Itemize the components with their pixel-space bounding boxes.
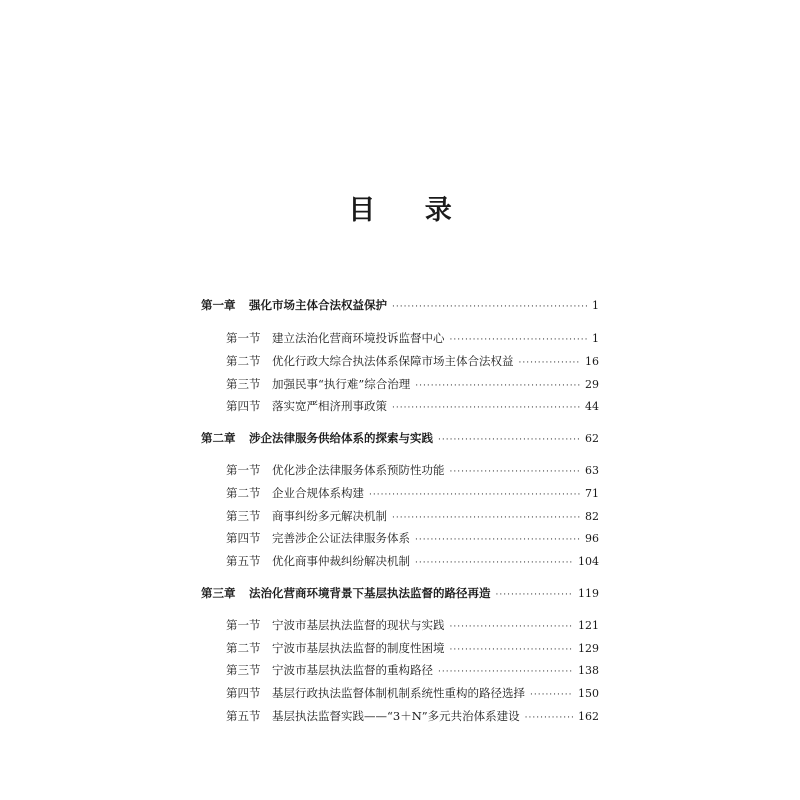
toc-section-2-3[interactable] (226, 509, 599, 525)
toc-section-3-3[interactable] (226, 663, 599, 679)
page-number: 16 (585, 355, 599, 368)
toc-chapter-2[interactable] (201, 431, 599, 447)
page-number: 150 (578, 687, 599, 700)
dot-leader (519, 356, 581, 370)
page-number: 121 (578, 619, 599, 632)
dot-leader (525, 711, 573, 725)
section-title: 基层执法监督实践——“3＋N”多元共治体系建设 (272, 709, 520, 723)
section-number: 第四节 (226, 531, 261, 545)
section-title: 宁波市基层执法监督的制度性困境 (272, 641, 445, 655)
toc-section-1-1[interactable] (226, 331, 599, 347)
toc-section-2-1[interactable] (226, 463, 599, 479)
chapter-number: 第三章 (201, 586, 236, 600)
dot-leader (438, 665, 573, 679)
dot-leader (438, 433, 580, 447)
section-number: 第四节 (226, 399, 261, 413)
toc-section-3-1[interactable] (226, 618, 599, 634)
dot-leader (450, 620, 574, 634)
dot-leader (369, 488, 580, 502)
dot-leader (530, 688, 573, 702)
section-title: 优化涉企法律服务体系预防性功能 (272, 463, 445, 477)
section-title: 企业合规体系构建 (272, 486, 364, 500)
chapter-title: 涉企法律服务供给体系的探索与实践 (249, 431, 433, 445)
section-title: 建立法治化营商环境投诉监督中心 (272, 331, 445, 345)
chapter-title: 强化市场主体合法权益保护 (249, 298, 387, 312)
chapter-number: 第二章 (201, 431, 236, 445)
section-number: 第一节 (226, 618, 261, 632)
dot-leader (415, 556, 573, 570)
page-number: 29 (585, 378, 599, 391)
page-title: 目 录 (348, 195, 472, 226)
toc-section-1-3[interactable] (226, 377, 599, 393)
section-number: 第五节 (226, 709, 261, 723)
section-title: 落实宽严相济刑事政策 (272, 399, 387, 413)
section-title: 完善涉企公证法律服务体系 (272, 531, 410, 545)
section-number: 第一节 (226, 463, 261, 477)
toc-section-3-5[interactable] (226, 709, 599, 725)
chapter-number: 第一章 (201, 298, 236, 312)
toc-chapter-3[interactable] (201, 586, 599, 602)
page-number: 119 (578, 587, 599, 600)
section-title: 宁波市基层执法监督的重构路径 (272, 663, 433, 677)
page-number: 82 (585, 510, 599, 523)
toc-chapter-1[interactable] (201, 298, 599, 314)
section-number: 第一节 (226, 331, 261, 345)
section-number: 第二节 (226, 641, 261, 655)
page-number: 104 (578, 555, 599, 568)
page-number: 63 (585, 464, 599, 477)
toc-section-2-5[interactable] (226, 554, 599, 570)
dot-leader (450, 465, 581, 479)
page-number: 96 (585, 532, 599, 545)
dot-leader (496, 588, 574, 602)
section-title: 加强民事“执行难”综合治理 (272, 377, 411, 391)
page-number: 62 (585, 432, 599, 445)
page-number: 138 (578, 664, 599, 677)
dot-leader (450, 643, 574, 657)
section-title: 宁波市基层执法监督的现状与实践 (272, 618, 445, 632)
section-number: 第三节 (226, 663, 261, 677)
section-number: 第五节 (226, 554, 261, 568)
toc-section-3-2[interactable] (226, 641, 599, 657)
dot-leader (392, 401, 580, 415)
section-title: 商事纠纷多元解决机制 (272, 509, 387, 523)
dot-leader (415, 379, 580, 393)
toc-section-2-4[interactable] (226, 531, 599, 547)
section-title: 优化商事仲裁纠纷解决机制 (272, 554, 410, 568)
section-title: 优化行政大综合执法体系保障市场主体合法权益 (272, 354, 514, 368)
page-number: 44 (585, 400, 599, 413)
page-number: 1 (592, 299, 599, 312)
section-number: 第二节 (226, 486, 261, 500)
toc-section-1-4[interactable] (226, 399, 599, 415)
page-number: 1 (592, 332, 599, 345)
dot-leader (392, 300, 587, 314)
toc-section-1-2[interactable] (226, 354, 599, 370)
section-number: 第三节 (226, 377, 261, 391)
chapter-title: 法治化营商环境背景下基层执法监督的路径再造 (249, 586, 491, 600)
dot-leader (392, 511, 580, 525)
toc-section-2-2[interactable] (226, 486, 599, 502)
dot-leader (450, 333, 588, 347)
section-title: 基层行政执法监督体制机制系统性重构的路径选择 (272, 686, 525, 700)
page-number: 129 (578, 642, 599, 655)
dot-leader (415, 533, 580, 547)
section-number: 第三节 (226, 509, 261, 523)
section-number: 第四节 (226, 686, 261, 700)
page-number: 162 (578, 710, 599, 723)
section-number: 第二节 (226, 354, 261, 368)
page-number: 71 (585, 487, 599, 500)
toc-section-3-4[interactable] (226, 686, 599, 702)
